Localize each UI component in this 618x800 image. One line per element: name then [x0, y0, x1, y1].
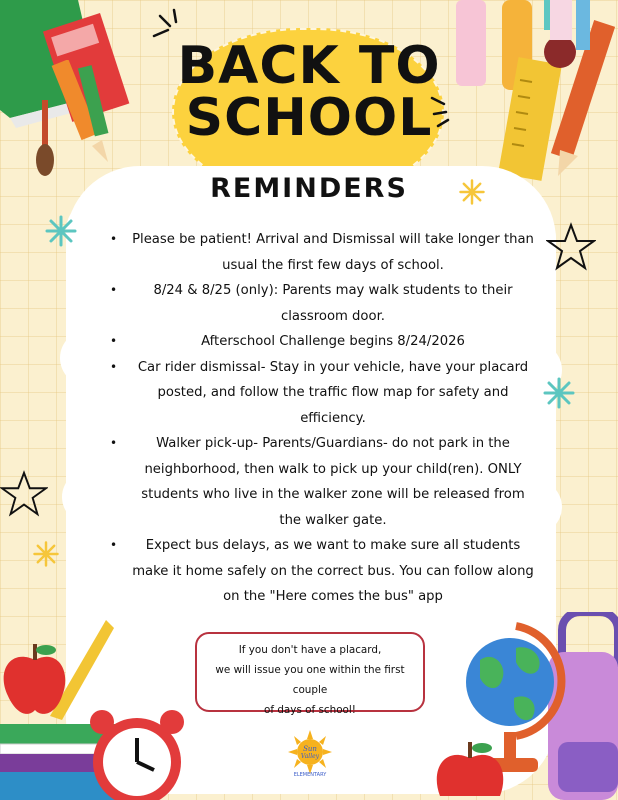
sparkle-icon — [542, 376, 576, 410]
subtitle: REMINDERS — [210, 173, 408, 204]
school-logo — [284, 728, 336, 780]
apple-icon — [430, 740, 510, 800]
bullet: • — [110, 283, 118, 297]
list-item — [96, 227, 536, 278]
star-icon — [0, 470, 48, 518]
title-line-2: SCHOOL — [185, 88, 433, 148]
title-line-1: BACK TO — [177, 36, 441, 96]
reminder-text: Car rider dismissal- Stay in your vehicle, have your placard posted, and follow the traffic flow map for safety and efficiency. — [137, 359, 529, 426]
star-icon — [546, 222, 596, 272]
list-item — [96, 355, 536, 432]
note-line-1: If you don't have a placard, — [238, 644, 382, 656]
svg-text:Valley: Valley — [300, 753, 320, 760]
apple-icon — [0, 640, 70, 720]
sparkle-icon — [458, 178, 486, 206]
sparkle-icon — [32, 540, 60, 568]
reminder-text: 8/24 & 8/25 (only): Parents may walk students to their classroom door. — [153, 283, 513, 324]
sparkle-icon — [44, 214, 78, 248]
list-item — [96, 533, 536, 610]
note-line-3: of days of school! — [264, 704, 356, 716]
svg-text:ELEMENTARY: ELEMENTARY — [293, 772, 327, 778]
reminder-text: Please be patient! Arrival and Dismissal will take longer than usual the first few days of school. — [132, 232, 534, 273]
bullet: • — [110, 232, 118, 246]
svg-text:Sun: Sun — [303, 745, 317, 753]
placard-note — [195, 632, 425, 716]
reminders-list — [96, 227, 536, 610]
list-item — [96, 329, 536, 355]
list-item — [96, 278, 536, 329]
reminder-text: Expect bus delays, as we want to make sure all students make it home safely on the correct bus. You can follow along on the "Here comes the bus" app — [132, 538, 534, 604]
reminder-text: Afterschool Challenge begins 8/24/2026 — [201, 334, 465, 349]
bullet: • — [110, 538, 118, 552]
list-item — [96, 431, 536, 533]
alarm-clock-icon — [82, 700, 192, 800]
reminder-text: Walker pick-up- Parents/Guardians- do not park in the neighborhood, then walk to pick up your child(ren). ONLY students who live in the walker zone will be released from the walker gate. — [141, 436, 525, 528]
bullet: • — [110, 436, 118, 450]
note-line-2: we will issue you one within the first couple — [215, 664, 405, 696]
bullet: • — [110, 359, 118, 374]
bullet: • — [110, 334, 118, 348]
